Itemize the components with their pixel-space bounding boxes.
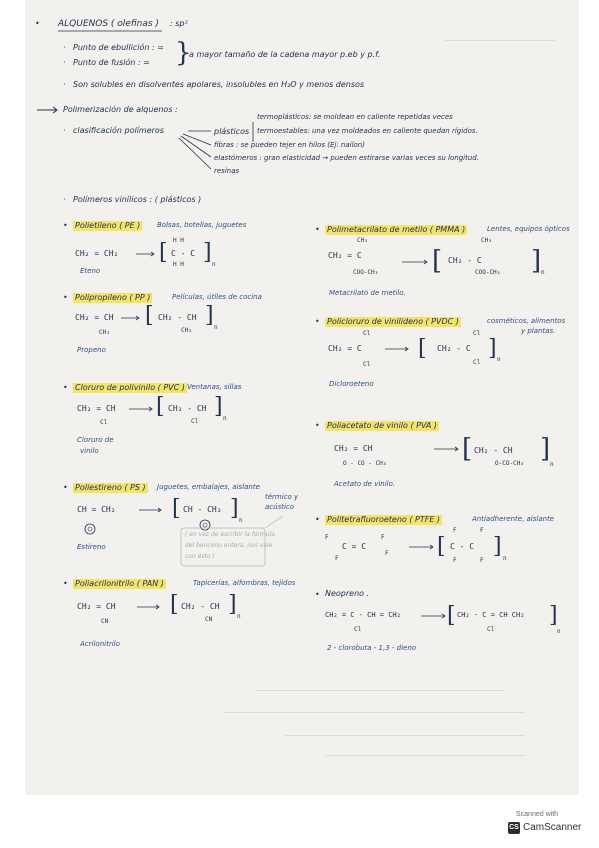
bracket-open: [ [462,434,473,464]
ps-polymer: CH - CH₂ [183,505,222,514]
pp-name: Propeno [77,346,106,354]
bracket-open: [ [170,592,179,617]
bullet: · [63,43,66,52]
ps-monomer: CH = CH₂ [77,505,116,514]
pp-polymer-sub: CH₃ [181,327,192,334]
pe-title: Polietileno ( PE ) [75,221,141,230]
bracket-open: [ [437,534,446,559]
subscript-n: n [550,461,554,468]
neo-polymer: CH₂ - C = CH CH₂ [457,611,525,619]
ps-uses-2: térmico y [265,493,299,501]
neo-polymer-sub: Cl [487,626,495,633]
pvc-polymer-sub: Cl [191,418,199,425]
bracket-close: ] [205,303,214,328]
pmma-monomer-top: CH₃ [357,237,368,244]
pp-monomer-sub: CH₃ [99,329,110,336]
bracket-open: [ [418,336,427,361]
subscript-n: n [503,555,507,562]
bullet: • [63,221,68,230]
neo-monomer-sub: Cl [354,626,362,633]
bullet: · [63,80,66,89]
pe-polymer-bot: H H [173,261,184,268]
subscript-n: n [557,628,561,635]
pp-polymer: CH₂ - CH [158,313,197,322]
bullet: • [315,515,320,524]
bracket-open: [ [432,246,443,276]
bullet: • [315,590,320,599]
pvdc-monomer-top: Cl [363,330,371,337]
polymerization-title: Polimerización de alquenos : [63,105,178,114]
bracket-close: ] [228,592,237,617]
pe-uses: Bolsas, botellas, juguetes [157,221,247,229]
ps-note-2: del benceno entera, nos vale [185,542,273,549]
solubility: Son solubles en disolventes apolares, insolubles en H₂O y menos densos [73,80,365,89]
bullet: • [315,317,320,326]
pan-monomer: CH₂ = CH [77,602,116,611]
ptfe-f: F [335,555,339,562]
neo-title: Neopreno . [325,589,370,598]
bracket-close: ] [230,496,239,521]
pvdc-polymer: CH₂ - C [437,344,471,353]
ptfe-f: F [480,527,484,534]
bracket-close: ] [549,603,558,628]
pvc-monomer: CH₂ = CH [77,404,116,413]
pan-uses: Tapicerías, alfombras, tejidos [193,579,296,587]
subscript-n: n [541,269,545,276]
ptfe-f: F [381,534,385,541]
bracket-open: [ [156,394,165,419]
pmma-name: Metacrilato de metilo. [329,289,406,297]
pva-polymer: CH₂ - CH [474,446,513,455]
pe-polymer-top: H H [173,237,184,244]
neo-monomer: CH₂ = C - CH = CH₂ [325,611,401,619]
bullet: • [63,383,68,392]
pvc-name-2: vinilo [80,447,99,455]
pe-name: Eteno [80,267,101,275]
bullet: • [63,579,68,588]
ptfe-title: Politetrafluoroeteno ( PTFE ) [327,515,441,524]
pva-monomer: CH₂ = CH [334,444,373,453]
subscript-n: n [214,324,218,331]
pan-title: Poliacrilonitrilo ( PAN ) [75,579,164,588]
termoestables: termoestables: una vez moldeados en caliente quedan rígidos. [257,127,478,135]
camscanner-logo-icon: CS [508,822,520,834]
pmma-title: Polimetacrilato de metilo ( PMMA ) [327,225,466,234]
bullet: · [63,58,66,67]
bracket-close: ] [531,246,542,276]
fibras: fibras : se pueden tejer en hilos (Ej: nailon) [214,141,365,149]
pmma-polymer-top: CH₃ [481,237,492,244]
size-note: a mayor tamaño de la cadena mayor p.eb y p.f. [189,50,381,59]
pp-monomer: CH₂ = CH [75,313,114,322]
pmma-polymer-sub: COO-CH₃ [475,269,501,276]
ps-name: Estireno [77,543,106,551]
ps-uses: Juguetes, embalajes, aislante [157,483,260,491]
ptfe-f: F [385,550,389,557]
pan-polymer: CH₂ - CH [181,602,220,611]
pp-uses: Películas, útiles de cocina [172,293,262,301]
neo-name: 2 - clorobuta - 1,3 - dieno [327,644,417,652]
bracket-open: [ [159,240,168,265]
bracket-close: ] [540,434,551,464]
classification: clasificación polímeros [73,126,164,135]
subscript-n: n [223,415,227,422]
pp-title: Polipropileno ( PP ) [75,293,151,302]
bracket-close: ] [488,336,497,361]
notebook-page [25,0,579,795]
pvdc-title: Policloruro de vinilideno ( PVDC ) [327,317,459,326]
pmma-uses: Lentes, equipos ópticos [487,225,570,233]
pan-polymer-sub: CN [205,616,213,623]
ptfe-f: F [453,527,457,534]
bullet: • [35,19,40,28]
ps-note-3: con ésto ) [185,553,215,560]
pe-polymer: C - C [171,249,196,258]
pvc-monomer-sub: Cl [100,419,108,426]
ps-uses-3: acústico [265,503,295,511]
bracket-close: ] [203,240,212,265]
bullet: • [315,421,320,430]
ptfe-uses: Antiadherente, aislante [472,515,555,523]
pvdc-name: Dicloroeteno [329,380,374,388]
pva-title: Poliacetato de vinilo ( PVA ) [327,421,438,430]
bullet: • [63,293,68,302]
pva-name: Acetato de vinilo. [334,480,396,488]
camscanner-brand: CamScanner [523,822,582,833]
ptfe-polymer: C - C [450,542,475,551]
pva-polymer-sub: O-CO-CH₃ [495,460,524,467]
pvdc-monomer-sub: Cl [363,361,371,368]
pvc-polymer: CH₂ - CH [168,404,207,413]
pmma-monomer-sub: COO-CH₃ [353,269,379,276]
bullet: • [315,225,320,234]
bullet: · [63,126,66,135]
pan-name: Acrilonitrilo [80,640,120,648]
pvdc-polymer-sub: Cl [473,359,481,366]
ps-title: Poliestireno ( PS ) [75,483,146,492]
subscript-n: n [239,517,243,524]
bullet: · [63,195,66,204]
ptfe-monomer: C = C [342,542,367,551]
scanned-with-label: Scanned with [516,811,559,818]
pvdc-uses-2: y plantas. [521,327,556,335]
ebullicion: Punto de ebullición : = [73,43,164,52]
pmma-polymer: CH₂ - C [448,256,482,265]
fusion: Punto de fusión : = [73,58,150,67]
bracket-open: [ [172,496,181,521]
vinyl-title: Polímeros vinílicos : ( plásticos ) [73,195,202,204]
plasticos: plásticos [214,127,250,136]
pvdc-uses: cosméticos, alimentos [487,317,566,325]
pva-monomer-sub: O - CO - CH₃ [343,460,387,467]
ptfe-f: F [453,557,457,564]
elastomeros: elastómeros : gran elasticidad → pueden estirarse varias veces su longitud. [214,154,479,162]
bracket-open: [ [447,603,456,628]
hybridization: : sp² [170,19,188,28]
bracket-close: ] [214,394,223,419]
bullet: • [63,483,68,492]
subscript-n: n [497,356,501,363]
pvc-uses: Ventanas, sillas [187,383,242,391]
pvdc-polymer-top: Cl [473,330,481,337]
ptfe-f: F [480,557,484,564]
pe-monomer: CH₂ = CH₂ [75,249,119,258]
bracket-open: [ [145,303,154,328]
subscript-n: n [237,613,241,620]
pan-monomer-sub: CN [101,618,109,625]
pvc-name-1: Cloruro de [77,436,114,444]
ptfe-f: F [325,534,329,541]
page-title: ALQUENOS ( olefinas ) [58,19,159,29]
pvdc-monomer: CH₂ = C [328,344,362,353]
ps-note-1: ( en vez de escribir la fórmula [185,531,275,538]
subscript-n: n [212,261,216,268]
pmma-monomer: CH₂ = C [328,251,362,260]
brace: } [175,38,192,68]
termoplasticos: termoplásticos: se moldean en caliente repetidas veces [257,113,453,121]
pvc-title: Cloruro de polivinilo ( PVC ) [75,383,185,392]
bracket-close: ] [493,534,502,559]
resinas: resinas [214,167,240,175]
camscanner-badge [508,808,584,838]
